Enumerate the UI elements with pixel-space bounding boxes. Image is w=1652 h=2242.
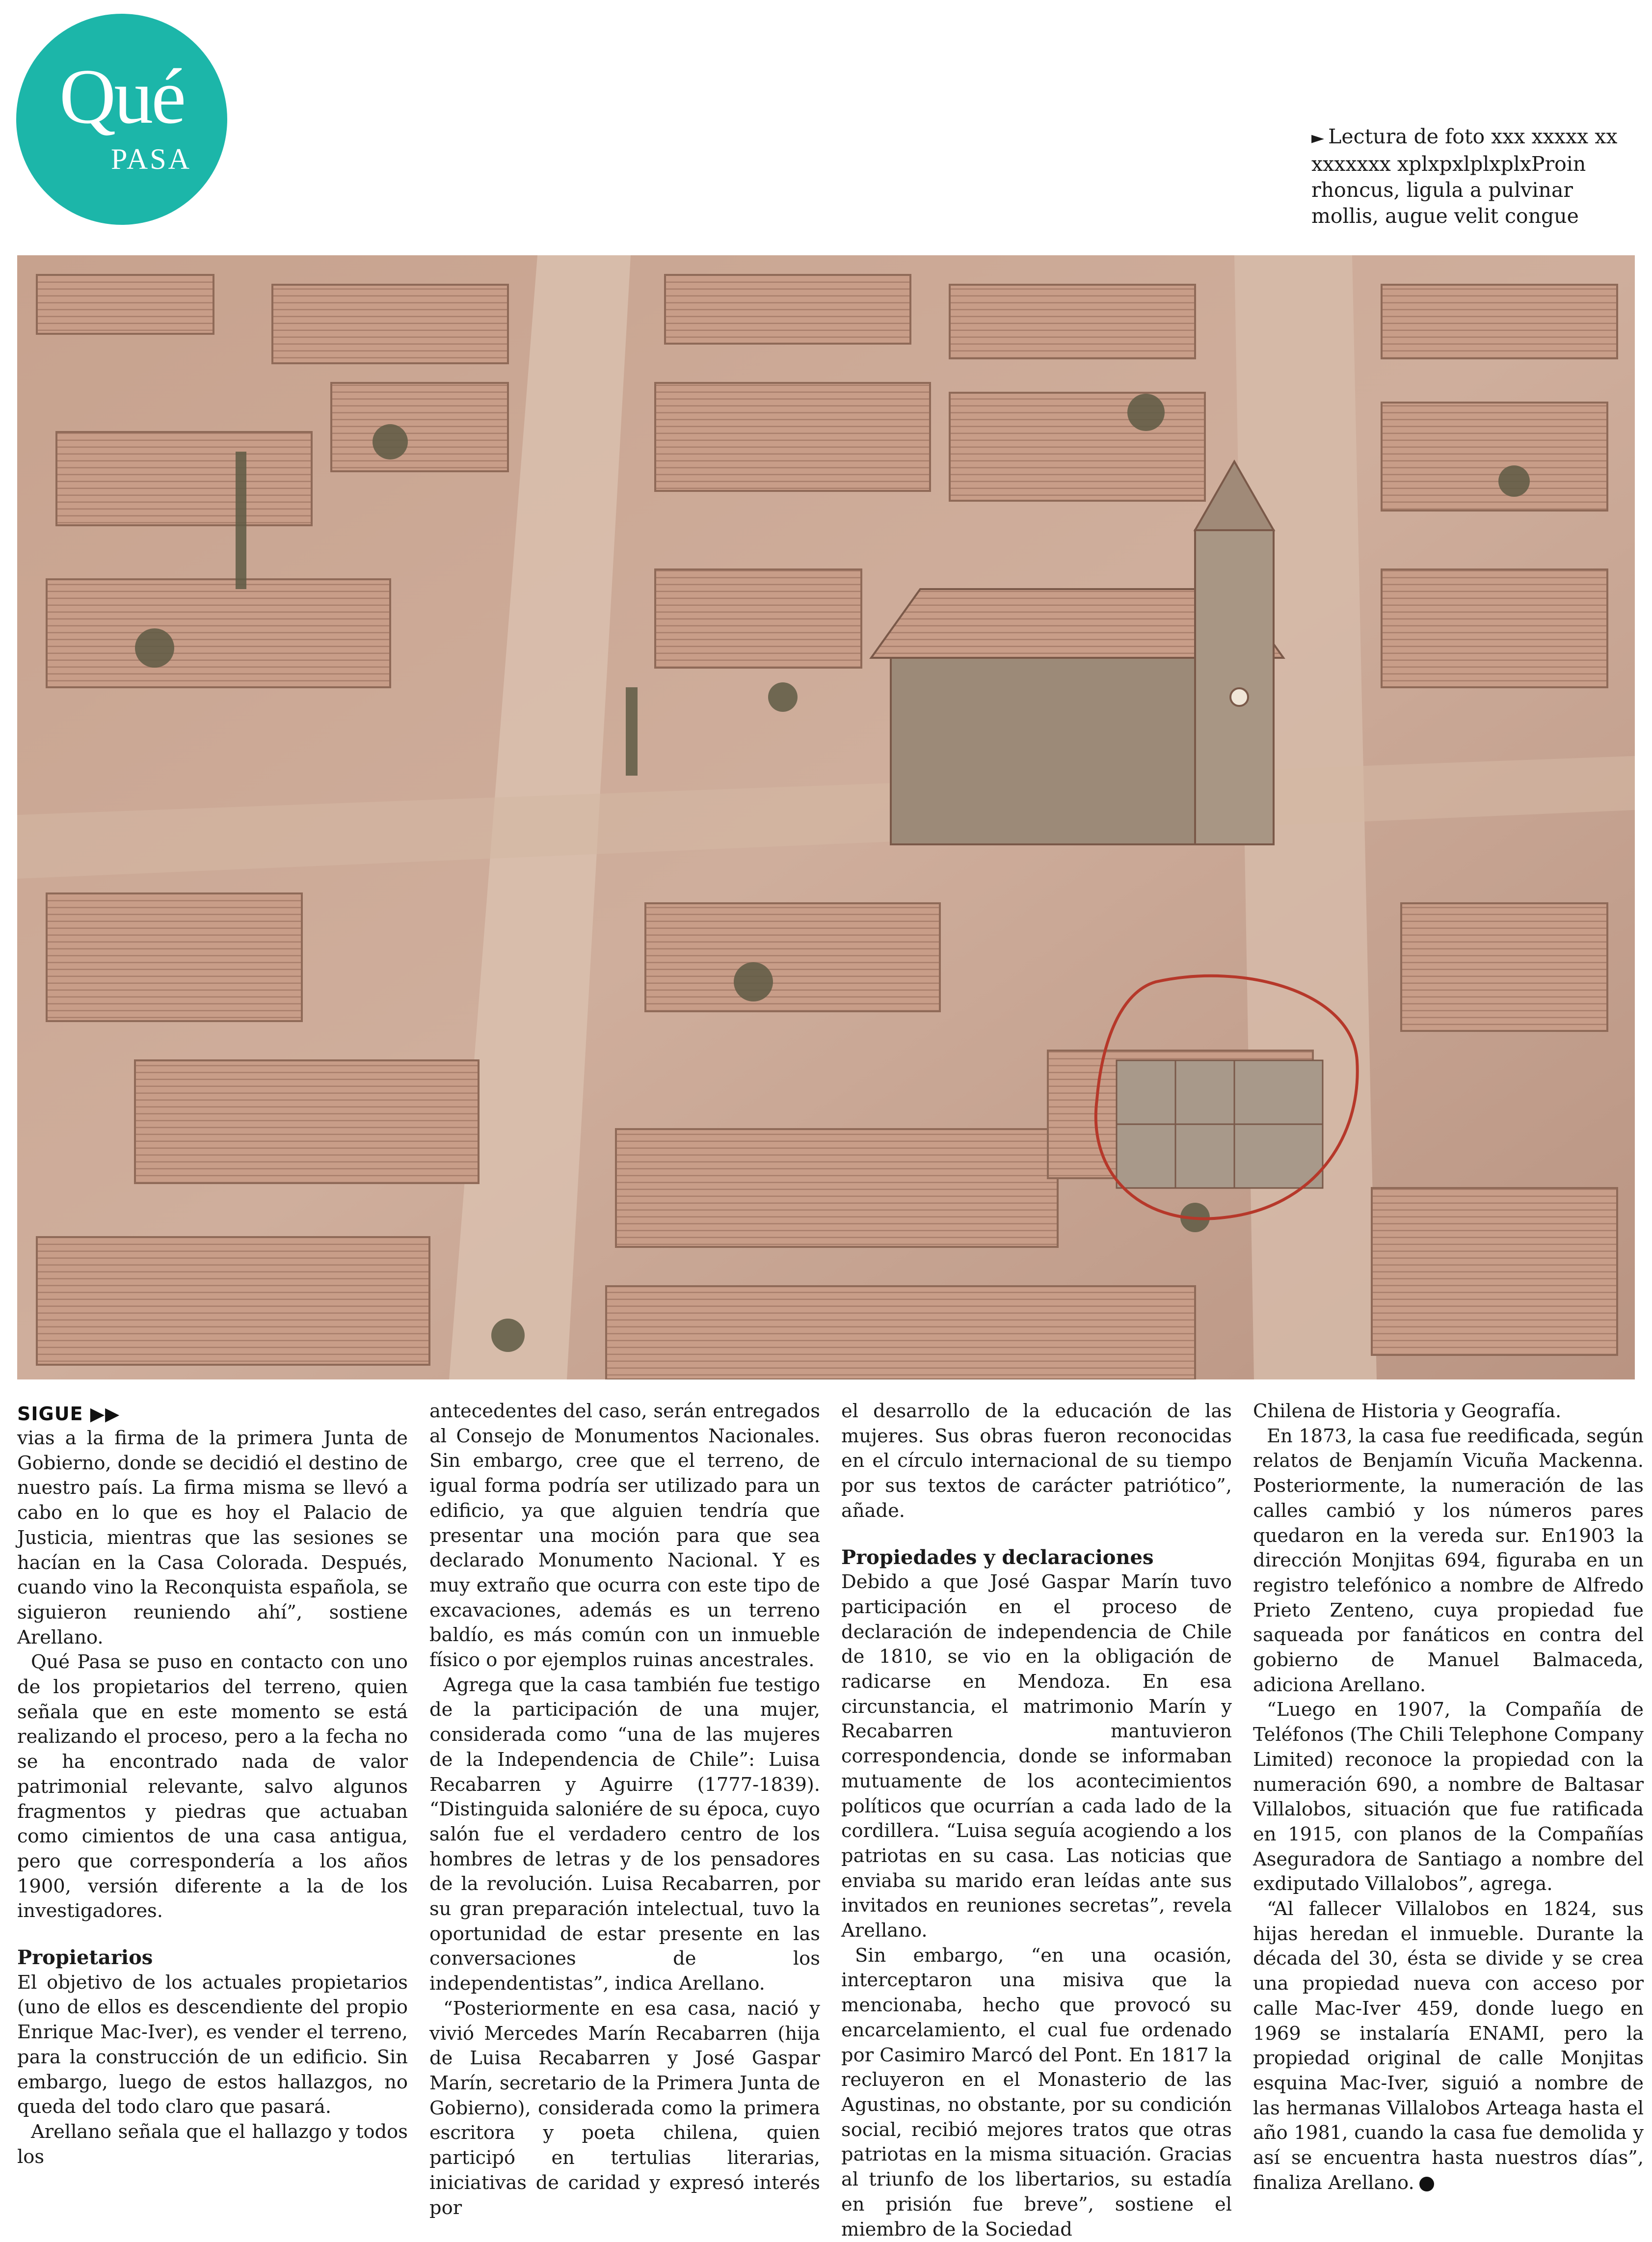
city-model-photo <box>17 255 1635 1379</box>
end-of-article-icon <box>1419 2177 1434 2191</box>
paragraph: Chilena de Historia y Geografía. <box>1253 1400 1562 1422</box>
highlighted-house <box>1117 1060 1323 1188</box>
paragraph: vias a la firma de la primera Junta de Gobierno, donde se decidió el destino de nuestro país. La firma misma se llevó a cabo en lo que es hoy el Palacio de Justicia, mientras que las sesiones se hacían en la Casa Colorada. Después, cuando vino la Reconquista española, se siguieron reuniendo ahí”, sostiene Arellano. <box>17 1427 408 1648</box>
paragraph: el desarrollo de la educación de las mujeres. Sus obras fueron reconocidas en el círculo internacional de su tiempo por sus textos de carácter patriótico”, añade. <box>841 1400 1232 1522</box>
paragraph: Qué Pasa se puso en contacto con uno de los propietarios del terreno, quien señala que en este momento se está realizando el proceso, pero a la fecha no se ha encontrado nada de valor patrimonial relevante, salvo algunos fragmentos y piedras que actuaban como cimientos de una casa antigua, pero que correspondería a los años 1900, versión diferente a la de los investigadores. <box>17 1651 408 1922</box>
article-column-2 <box>429 1399 820 2220</box>
subheading-propietarios: Propietarios <box>17 1946 153 1970</box>
article-column-3 <box>841 1399 1232 2242</box>
logo-pasa-text: PASA <box>111 143 191 175</box>
article-column-4 <box>1253 1399 1644 2196</box>
caption-text: Lectura de foto xxx xxxxx xx xxxxxxx xplxpxlplxplxProin rhoncus, ligula a pulvinar mollis, augue velit congue <box>1311 125 1618 228</box>
logo-que-text: Qué <box>59 53 185 140</box>
paragraph <box>1253 1897 1644 2195</box>
photo-caption <box>1311 124 1635 229</box>
paragraph: “Posteriormente en esa casa, nació y vivió Mercedes Marín Recabarren (hija de Luisa Recabarren y José Gaspar Marín, secretario de la Primera Junta de Gobierno), considerada como la primera escritora y poeta chilena, quien participó en tertulias literarias, iniciativas de caridad y expresó interés por <box>429 1997 820 2219</box>
paragraph: Agrega que la casa también fue testigo de la participación de una mujer, considerada como “una de las mujeres de la Independencia de Chile”: Luisa Recabarren y Aguirre (1777-1839). “Distinguida saloniére de su época, cuyo salón fue el verdadero centro de los hombres de letras y de los pensadores de la revolución. Luisa Recabarren, por su gran preparación intelectual, tuvo la oportunidad de estar presente en las conversaciones de los independentistas”, indica Arellano. <box>429 1674 820 1995</box>
final-paragraph-text: “Al fallecer Villalobos en 1824, sus hijas heredan el inmueble. Durante la década del 30, ésta se divide y se crea una propiedad nueva con acceso por calle Mac-Iver 459, donde luego en 1969 se instalaría ENAMI, pero la propiedad original de calle Monjitas esquina Mac-Iver, siguió a nombre de las hermanas Villalobos Arteaga hasta el año 1981, cuando la casa fue demolida y así se encuentra hasta nuestros días”, finaliza Arellano. <box>1253 1898 1644 2194</box>
sigue-marker: SIGUE ▶▶ <box>17 1403 120 1425</box>
paragraph: Arellano señala que el hallazgo y todos los <box>17 2120 408 2168</box>
paragraph: “Luego en 1907, la Compañía de Teléfonos (The Chili Telephone Company Limited) reconoce la propiedad con la numeración 690, a nombre de Baltasar Villalobos, situación que fue ratificada en 1915, con planos de la Compañías Aseguradora de Santiago a nombre del exdiputado Villalobos”, agrega. <box>1253 1699 1644 1895</box>
paragraph: En 1873, la casa fue reedificada, según relatos de Benjamín Vicuña Mackenna. Posteriormente, la numeración de las calles cambió y los números pares quedaron en la vereda sur. En1903 la dirección Monjitas 694, figuraba en un registro telefónico a nombre de Alfredo Prieto Zenteno, cuya propiedad fue saqueada por fanáticos en contra del gobierno de Manuel Balmaceda, adiciona Arellano. <box>1253 1425 1644 1696</box>
paragraph: El objetivo de los actuales propietarios (uno de ellos es descendiente del propio Enrique Mac-Iver), es vender el terreno, para la construcción de un edificio. Sin embargo, luego de estos hallazgos, no queda del todo claro que pasará. <box>17 1971 408 2118</box>
paragraph: Sin embargo, “en una ocasión, interceptaron una misiva que la mencionaba, hecho que provocó su encarcelamiento, el cual fue ordenado por Casimiro Marcó del Pont. En 1817 la recluyeron en el Monasterio de las Agustinas, no obstante, por su condición social, recibió mejores tratos que otras patriotas en la misma situación. Gracias al triunfo de los libertarios, su estadía en prisión fue breve”, sostiene el miembro de la Sociedad <box>841 1944 1232 2241</box>
city-model-illustration <box>17 255 1635 1379</box>
article-column-1 <box>17 1426 408 2169</box>
paragraph: Debido a que José Gaspar Marín tuvo participación en el proceso de declaración de independencia de Chile de 1810, se vio en la obligación de radicarse en Mendoza. En esa circunstancia, el matrimonio Marín y Recabarren mantuvieron correspondencia, donde se informaban mutuamente de los acontecimientos políticos que ocurrían a cada lado de la cordillera. “Luisa seguía acogiendo a los patriotas en su casa. Las noticias que enviaba su marido eran leídas ante sus invitados en reuniones secretas”, revela Arellano. <box>841 1571 1232 1942</box>
caption-arrow-icon: ► <box>1311 128 1325 148</box>
que-pasa-logo <box>16 14 227 225</box>
paragraph: antecedentes del caso, serán entregados al Consejo de Monumentos Nacionales. Sin embargo, cree que el terreno, de igual forma podría ser utilizado para un edificio, ya que alguien tendría que presentar una moción para que sea declarado Monumento Nacional. Y es muy extraño que ocurra con este tipo de excavaciones, además es un terreno baldío, es más común con un inmueble físico o por ejemplos ruinas ancestrales. <box>429 1400 820 1672</box>
subheading-propiedades: Propiedades y declaraciones <box>841 1545 1154 1569</box>
